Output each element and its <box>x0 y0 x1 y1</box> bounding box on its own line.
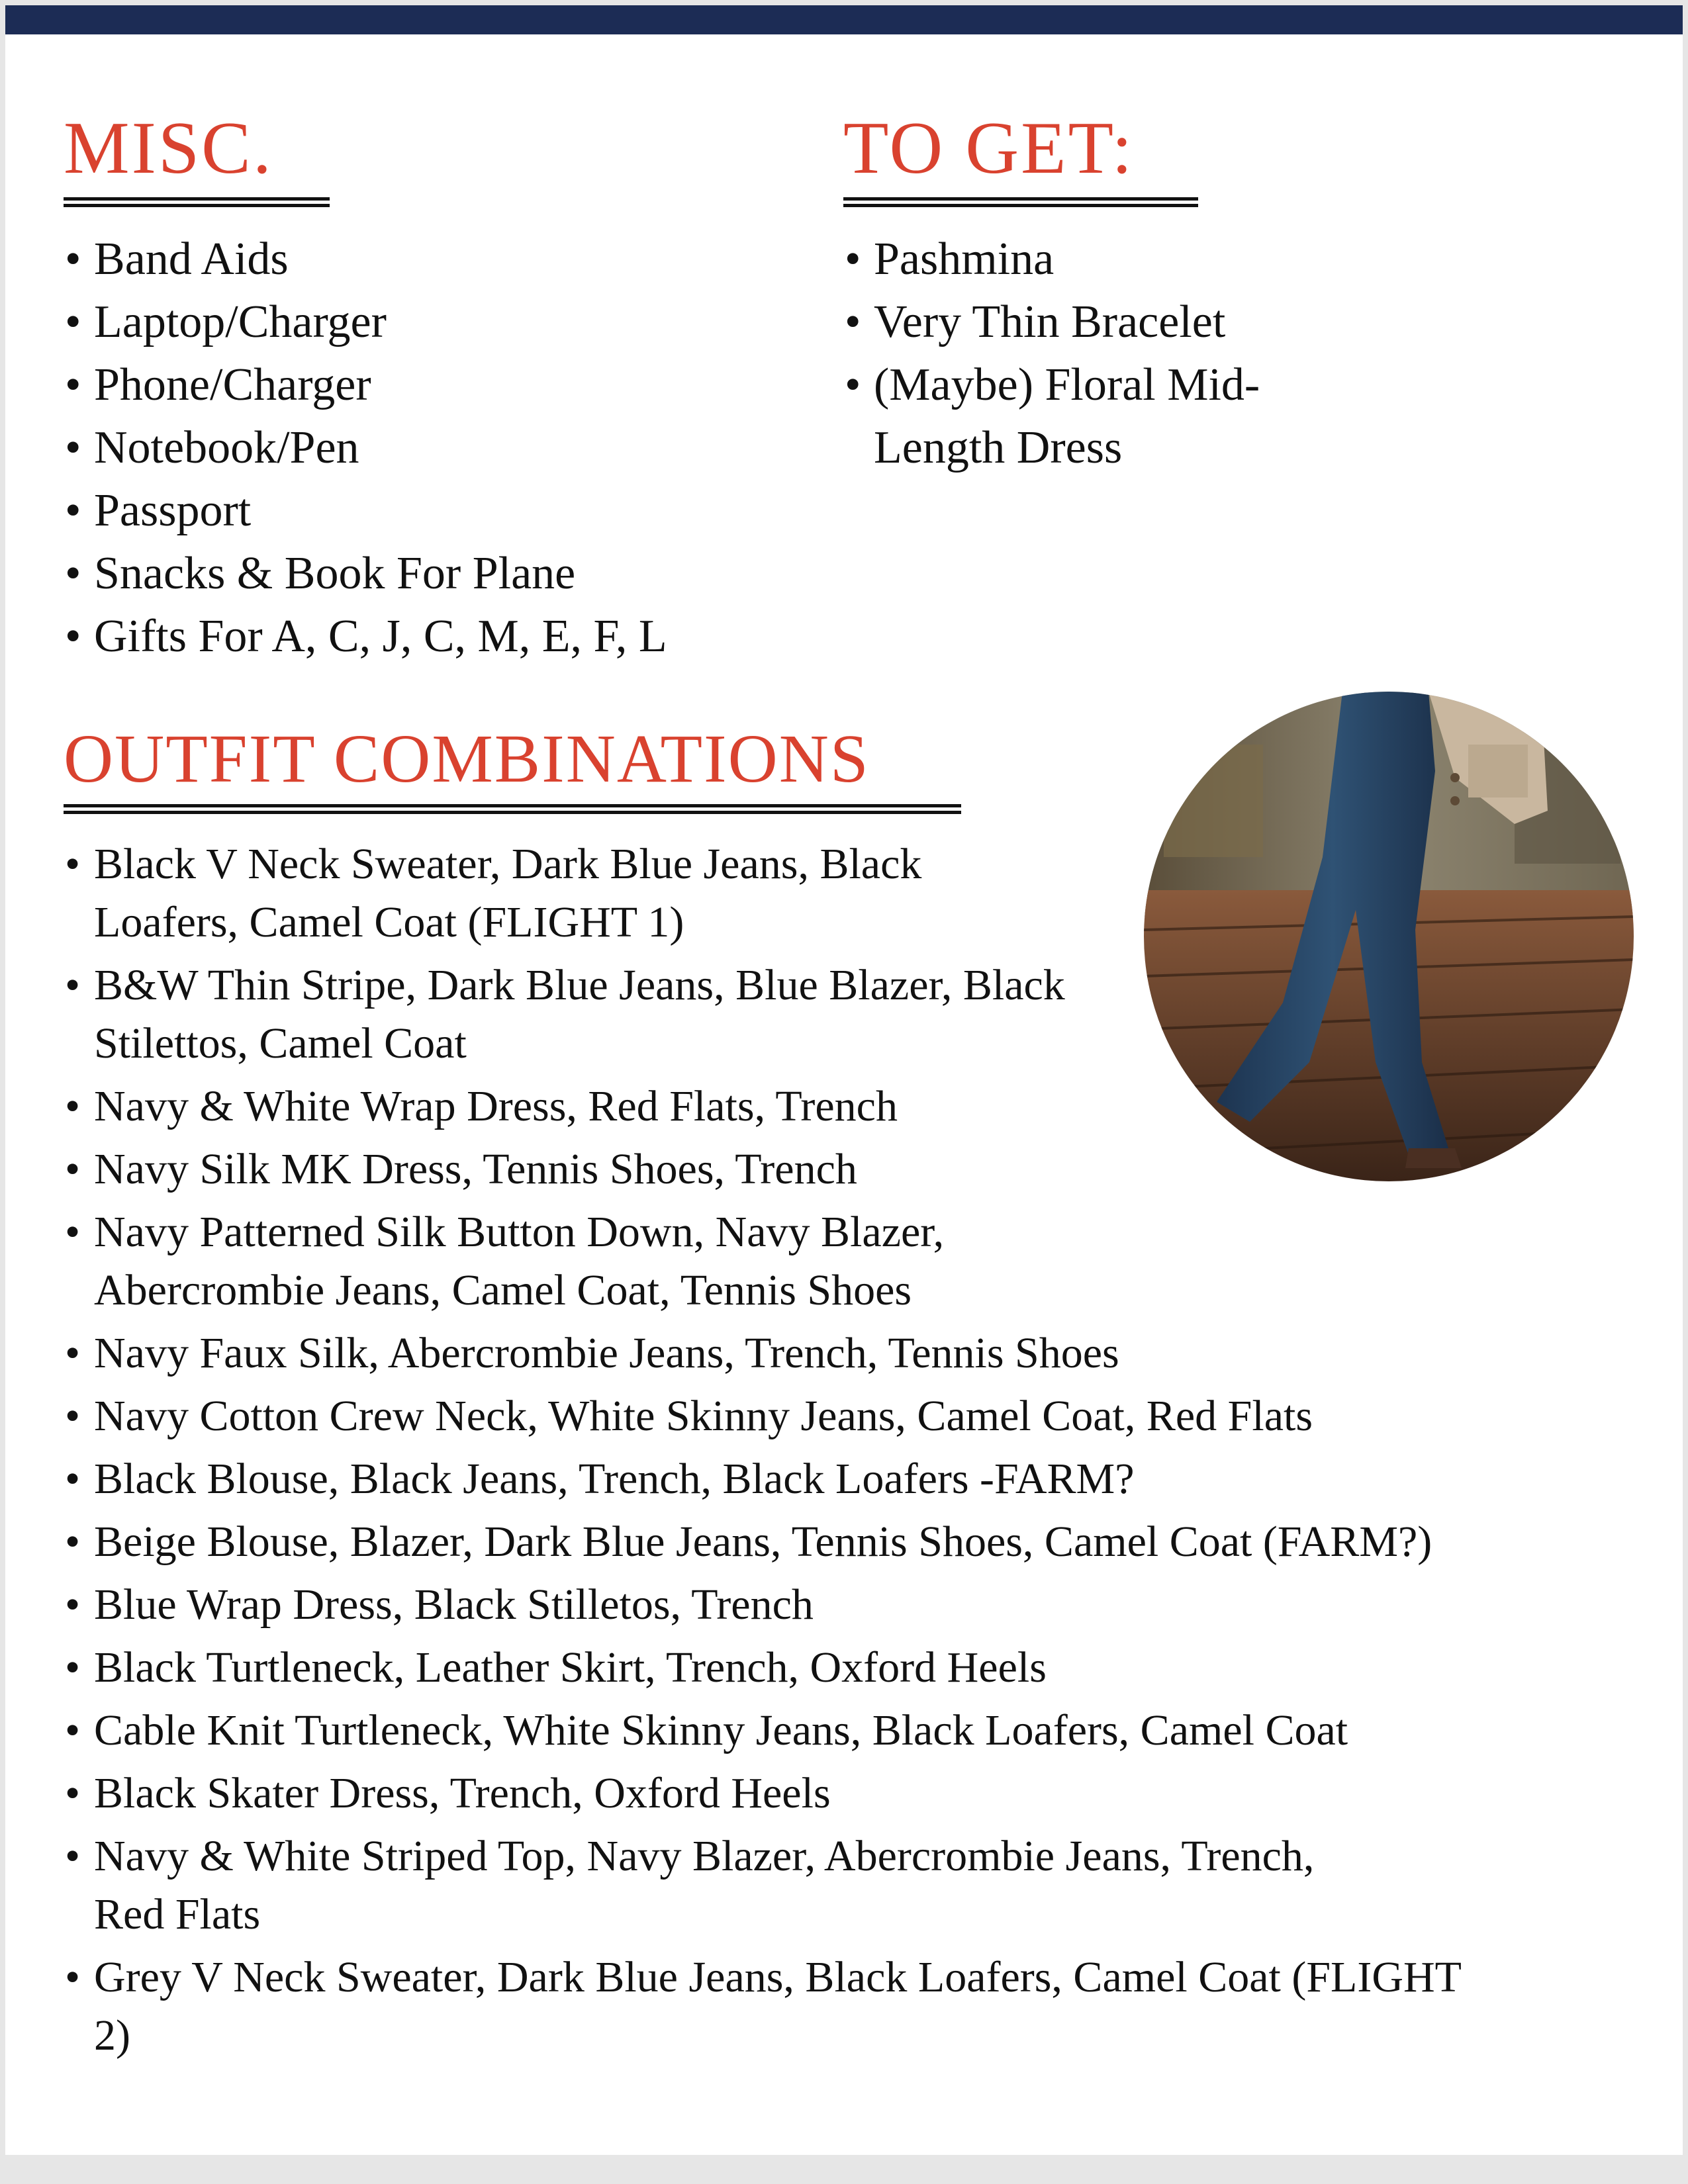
outfit-list <box>65 835 1461 2070</box>
list-item: • Grey V Neck Sweater, Dark Blue Jeans, Black Loafers, Camel Coat (FLIGHT 2) <box>65 1948 1471 2065</box>
list-item: • Notebook/Pen <box>65 416 793 479</box>
misc-heading-rule <box>64 197 330 207</box>
misc-heading: MISC. <box>64 107 273 189</box>
list-item: • (Maybe) Floral Mid-Length Dress <box>845 353 1308 479</box>
list-item: • Black Turtleneck, Leather Skirt, Trench, Oxford Heels <box>65 1639 1617 1697</box>
list-item: • Navy Silk MK Dress, Tennis Shoes, Trench <box>65 1140 1137 1199</box>
list-item: • Phone/Charger <box>65 353 793 416</box>
list-item: • Snacks & Book For Plane <box>65 542 793 605</box>
list-item: • Navy & White Wrap Dress, Red Flats, Trench <box>65 1077 1137 1136</box>
list-item: • Gifts For A, C, J, C, M, E, F, L <box>65 605 793 668</box>
jeans-photo <box>1144 692 1634 1181</box>
list-item: • Very Thin Bracelet <box>845 291 1308 353</box>
list-item: • B&W Thin Stripe, Dark Blue Jeans, Blue Blazer, Black Stilettos, Camel Coat <box>65 956 1107 1073</box>
list-item: • Navy & White Striped Top, Navy Blazer, Abercrombie Jeans, Trench, Red Flats <box>65 1827 1332 1944</box>
list-item: • Navy Patterned Silk Button Down, Navy Blazer, Abercrombie Jeans, Camel Coat, Tennis Shoes <box>65 1203 1087 1320</box>
list-item: • Passport <box>65 479 793 542</box>
list-item: • Black V Neck Sweater, Dark Blue Jeans, Black Loafers, Camel Coat (FLIGHT 1) <box>65 835 1054 952</box>
list-item: • Beige Blouse, Blazer, Dark Blue Jeans, Tennis Shoes, Camel Coat (FARM?) <box>65 1513 1669 1571</box>
list-item: • Black Skater Dress, Trench, Oxford Heels <box>65 1764 1617 1823</box>
list-item: • Cable Knit Turtleneck, White Skinny Jeans, Black Loafers, Camel Coat <box>65 1702 1669 1760</box>
to-get-heading: TO GET: <box>843 107 1135 189</box>
outfit-combinations-heading: OUTFIT COMBINATIONS <box>64 721 870 797</box>
list-item: • Laptop/Charger <box>65 291 793 353</box>
list-item: • Pashmina <box>845 228 1308 291</box>
list-item: • Blue Wrap Dress, Black Stilletos, Trench <box>65 1576 1617 1634</box>
to-get-list <box>845 228 1308 479</box>
to-get-heading-rule <box>843 197 1198 207</box>
list-item: • Black Blouse, Black Jeans, Trench, Black Loafers -FARM? <box>65 1450 1617 1508</box>
outfit-heading-rule <box>64 804 961 814</box>
page-bottom-margin <box>0 2155 1688 2184</box>
top-banner <box>5 5 1683 34</box>
list-item: • Navy Cotton Crew Neck, White Skinny Jeans, Camel Coat, Red Flats <box>65 1387 1617 1445</box>
list-item: • Band Aids <box>65 228 793 291</box>
misc-list <box>65 228 793 668</box>
list-item: • Navy Faux Silk, Abercrombie Jeans, Trench, Tennis Shoes <box>65 1324 1484 1383</box>
photo-image-icon <box>1144 692 1634 1181</box>
